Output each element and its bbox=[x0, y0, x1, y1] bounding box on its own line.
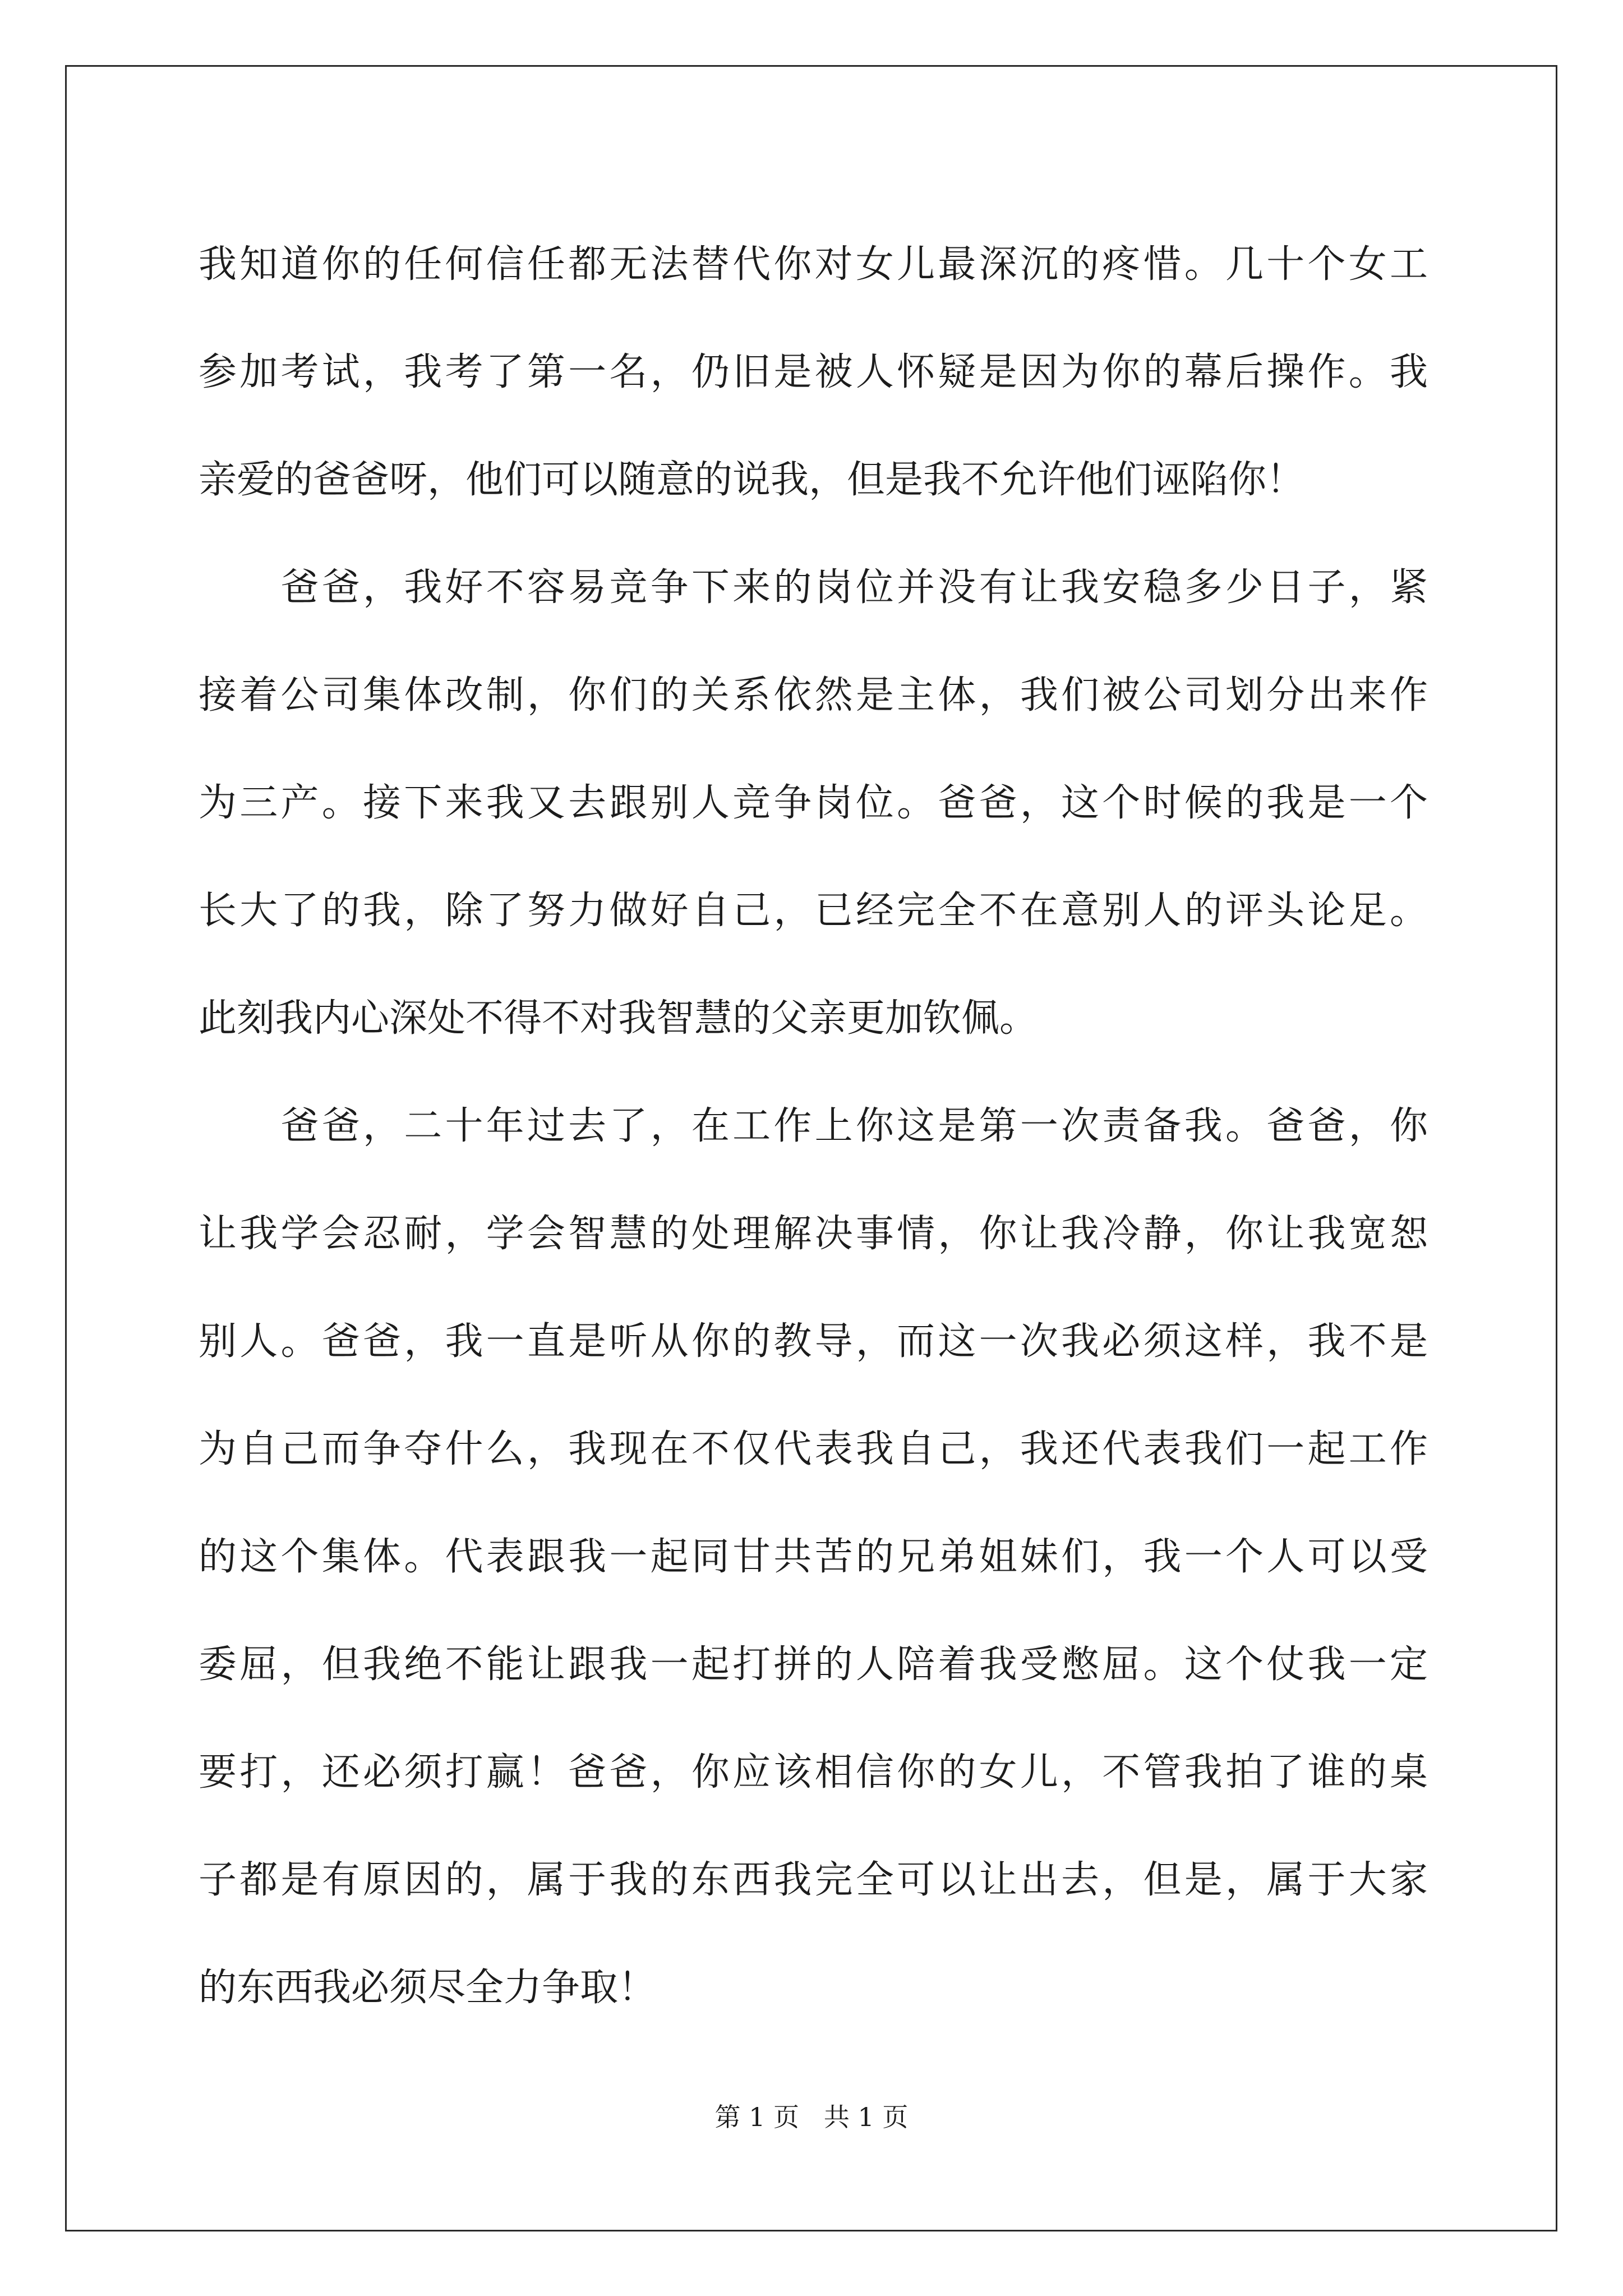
text-line: 委屈，但我绝不能让跟我一起打拼的人陪着我受憋屈。这个仗我一定 bbox=[199, 1642, 1428, 1687]
text-line: 别人。爸爸，我一直是听从你的教导，而这一次我必须这样，我不是 bbox=[199, 1319, 1428, 1364]
document-body bbox=[199, 211, 1428, 2042]
text-line: 我知道你的任何信任都无法替代你对女儿最深沉的疼惜。几十个女工 bbox=[199, 242, 1428, 287]
text-line: 为三产。接下来我又去跟别人竞争岗位。爸爸，这个时候的我是一个 bbox=[199, 781, 1428, 825]
text-line: 此刻我内心深处不得不对我智慧的父亲更加钦佩。 bbox=[199, 996, 1038, 1041]
text-line: 的这个集体。代表跟我一起同甘共苦的兄弟姐妹们，我一个人可以受 bbox=[199, 1535, 1428, 1579]
text-line: 长大了的我，除了努力做好自己，已经完全不在意别人的评头论足。 bbox=[199, 889, 1428, 933]
text-line: 子都是有原因的，属于我的东西我完全可以让出去，但是，属于大家 bbox=[199, 1858, 1428, 1902]
text-line: 爸爸，二十年过去了，在工作上你这是第一次责备我。爸爸，你 bbox=[199, 1104, 1428, 1148]
text-line: 为自己而争夺什么，我现在不仅代表我自己，我还代表我们一起工作 bbox=[199, 1427, 1428, 1471]
text-line: 爸爸，我好不容易竞争下来的岗位并没有让我安稳多少日子，紧 bbox=[199, 565, 1428, 610]
page-number-footer: 第 1 页 共 1 页 bbox=[714, 2102, 909, 2132]
text-line: 亲爱的爸爸呀，他们可以随意的说我，但是我不允许他们诬陷你！ bbox=[199, 458, 1305, 502]
text-line: 的东西我必须尽全力争取！ bbox=[199, 1966, 657, 2010]
text-line: 要打，还必须打赢！爸爸，你应该相信你的女儿，不管我拍了谁的桌 bbox=[199, 1750, 1428, 1795]
text-line: 接着公司集体改制，你们的关系依然是主体，我们被公司划分出来作 bbox=[199, 673, 1428, 717]
text-line: 参加考试，我考了第一名，仍旧是被人怀疑是因为你的幕后操作。我 bbox=[199, 350, 1428, 394]
text-line: 让我学会忍耐，学会智慧的处理解决事情，你让我冷静，你让我宽恕 bbox=[199, 1212, 1428, 1256]
